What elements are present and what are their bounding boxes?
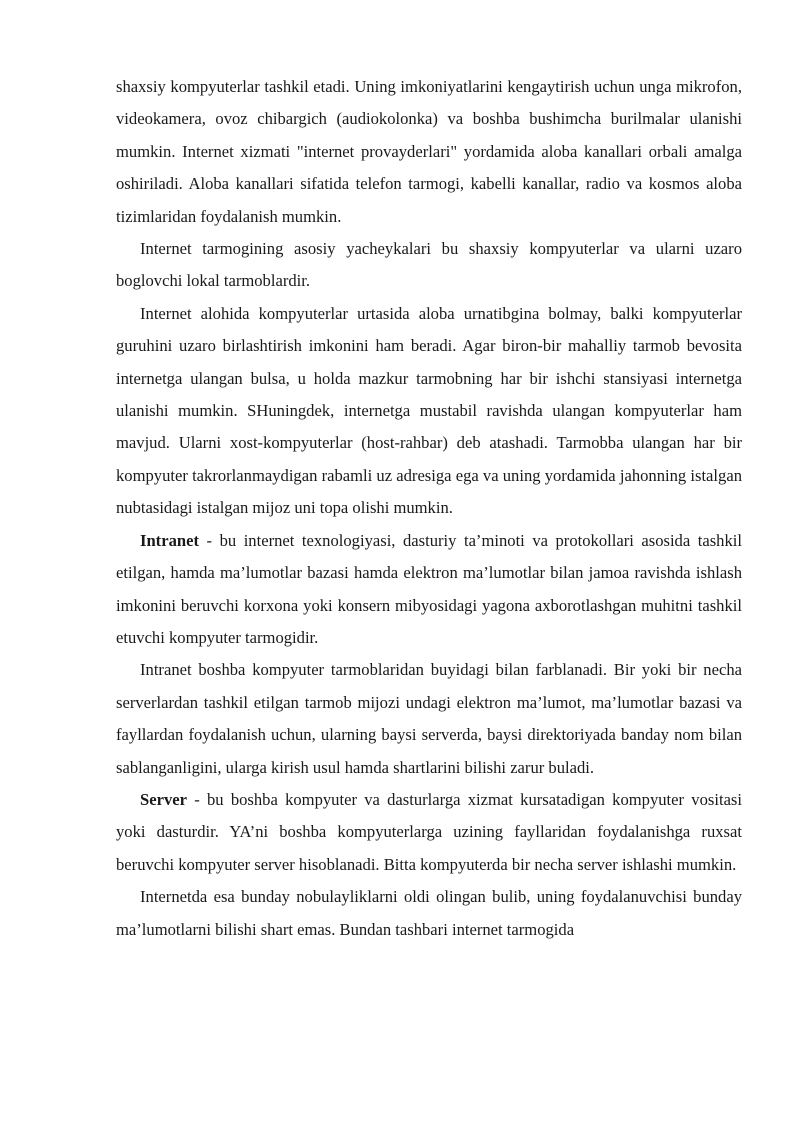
paragraph-5 bbox=[116, 654, 742, 784]
term-server: Server bbox=[140, 789, 187, 809]
paragraph-text: - bu internet texnologiyasi, dasturiy ta’minoti va protokollari asosida tashkil etilgan, hamda ma’lumotlar bazasi hamda elektron ma’lumotlar bilan jamoa ravishda ishlash imkonini beruvchi korxona yoki konsern mibyosidagi yagona axborotlashgan muhitni tashkil etuvchi kompyuter tarmogidir. bbox=[116, 530, 742, 647]
document-page bbox=[116, 71, 742, 946]
paragraph-text: Internetda esa bunday nobulayliklarni oldi olingan bulib, uning foydalanuvchisi bunday ma’lumotlarni bilishi shart emas. Bundan tashbari internet tarmogida bbox=[116, 887, 742, 939]
paragraph-server-definition bbox=[116, 784, 742, 881]
paragraph-2 bbox=[116, 233, 742, 298]
paragraph-text: Internet tarmogining asosiy yacheykalari bu shaxsiy kompyuterlar va ularni uzaro boglovchi lokal tarmoblardir. bbox=[116, 239, 742, 291]
paragraph-7 bbox=[116, 881, 742, 946]
paragraph-text: shaxsiy kompyuterlar tashkil etadi. Uning imkoniyatlarini kengaytirish uchun unga mikrofon, videokamera, ovoz chibargich (audiokolonka) va boshba bushimcha burilmalar ulanishi mumkin. Internet xizmati "internet provayderlari" yordamida aloba kanallari orbali amalga oshiriladi. Aloba kanallari sifatida telefon tarmogi, kabelli kanallar, radio va kosmos aloba tizimlaridan foydalanish mumkin. bbox=[116, 77, 742, 226]
paragraph-text: - bu boshba kompyuter va dasturlarga xizmat kursatadigan kompyuter vositasi yoki dasturdir. YA’ni boshba kompyuterlarga uzining fayllaridan foydalanishga ruxsat beruvchi kompyuter server hisoblanadi. Bitta kompyuterda bir necha server ishlashi mumkin. bbox=[116, 789, 742, 874]
paragraph-1 bbox=[116, 71, 742, 233]
term-intranet: Intranet bbox=[140, 530, 199, 550]
paragraph-text: Intranet boshba kompyuter tarmoblaridan buyidagi bilan farblanadi. Bir yoki bir necha serverlardan tashkil etilgan tarmob mijozi undagi elektron ma’lumot, ma’lumotlar bazasi va fayllardan foydalanish uchun, ularning baysi serverda, baysi direktoriyada banday nom bilan sablanganligini, ularga kirish usul hamda shartlarini bilishi zarur buladi. bbox=[116, 660, 742, 777]
paragraph-intranet-definition bbox=[116, 525, 742, 655]
paragraph-text: Internet alohida kompyuterlar urtasida aloba urnatibgina bolmay, balki kompyuterlar guruhini uzaro birlashtirish imkonini ham beradi. Agar biron-bir mahalliy tarmob bevosita internetga ulangan bulsa, u holda mazkur tarmobning har bir ishchi stansiyasi internetga ulanishi mumkin. SHuningdek, internetga mustabil ravishda ulangan kompyuterlar ham mavjud. Ularni xost-kompyuterlar (host-rahbar) deb atashadi. Tarmobba ulangan har bir kompyuter takrorlanmaydigan rabamli uz adresiga ega va uning yordamida jahonning istalgan nubtasidagi istalgan mijoz uni topa olishi mumkin. bbox=[116, 303, 742, 518]
paragraph-3 bbox=[116, 298, 742, 525]
